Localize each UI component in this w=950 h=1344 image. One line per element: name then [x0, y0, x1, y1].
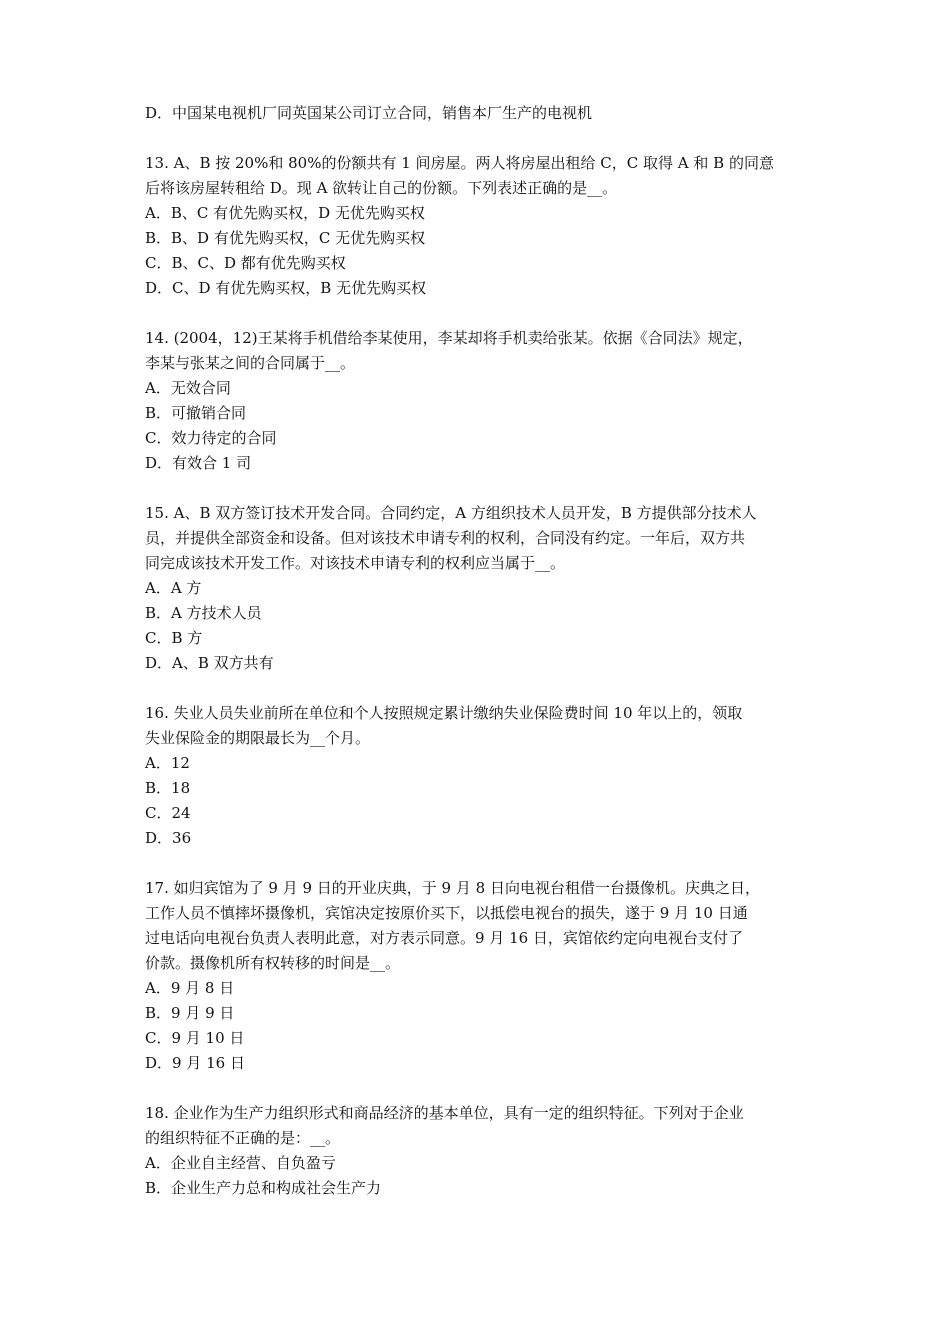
question-16-option-a: A．12 [145, 754, 190, 772]
document-page [145, 101, 825, 1201]
question-14-option-d: D．有效合 1 司 [145, 454, 252, 472]
question-13-option-b: B．B、D 有优先购买权，C 无优先购买权 [145, 229, 426, 247]
question-15-stem-line-1: 15. A、B 双方签订技术开发合同。合同约定，A 方组织技术人员开发，B 方提供部分技术人 [145, 504, 757, 522]
question-14-option-c: C．效力待定的合同 [145, 429, 277, 447]
question-16-option-c: C．24 [145, 804, 191, 822]
question-15-option-c: C．B 方 [145, 629, 203, 647]
question-14-option-b: B．可撤销合同 [145, 404, 247, 422]
question-18-stem-line-1: 18. 企业作为生产力组织形式和商品经济的基本单位，具有一定的组织特征。下列对于企业 [145, 1104, 744, 1122]
question-16-option-b: B．18 [145, 779, 191, 797]
question-18-stem-line-2: 的组织特征不正确的是：__。 [145, 1129, 341, 1147]
question-17-stem-line-2: 工作人员不慎摔坏摄像机，宾馆决定按原价买下，以抵偿电视台的损失，遂于 9 月 10 日通 [145, 904, 748, 922]
question-14-option-a: A．无效合同 [145, 379, 231, 397]
question-17-stem-line-3: 过电话向电视台负责人表明此意，对方表示同意。9 月 16 日，宾馆依约定向电视台支付了 [145, 929, 743, 947]
question-17-option-d: D．9 月 16 日 [145, 1054, 245, 1072]
option-d: D．中国某电视机厂同英国某公司订立合同，销售本厂生产的电视机 [145, 104, 593, 122]
question-15 [145, 501, 825, 676]
question-16-option-d: D．36 [145, 829, 192, 847]
question-15-option-d: D．A、B 双方共有 [145, 654, 274, 672]
question-14-stem-line-2: 李某与张某之间的合同属于__。 [145, 354, 356, 372]
question-13-option-d: D．C、D 有优先购买权，B 无优先购买权 [145, 279, 427, 297]
question-18-option-a: A．企业自主经营、自负盈亏 [145, 1154, 336, 1172]
question-17-option-c: C．9 月 10 日 [145, 1029, 245, 1047]
question-14-stem-line-1: 14. (2004，12)王某将手机借给李某使用，李某却将手机卖给张某。依据《合同法》规定， [145, 329, 753, 347]
question-16 [145, 701, 825, 851]
question-17 [145, 876, 825, 1076]
question-17-stem-line-1: 17. 如归宾馆为了 9 月 9 日的开业庆典，于 9 月 8 日向电视台租借一台摄像机。庆典之日， [145, 879, 760, 897]
question-17-stem-line-4: 价款。摄像机所有权转移的时间是__。 [145, 954, 401, 972]
question-18 [145, 1101, 825, 1201]
question-16-stem-line-2: 失业保险金的期限最长为__个月。 [145, 729, 371, 747]
question-15-option-a: A．A 方 [145, 579, 202, 597]
question-14 [145, 326, 825, 476]
question-15-stem-line-2: 员，并提供全部资金和设备。但对该技术申请专利的权利，合同没有约定。一年后，双方共 [145, 529, 746, 547]
question-13 [145, 151, 825, 301]
question-17-option-b: B．9 月 9 日 [145, 1004, 235, 1022]
question-15-option-b: B．A 方技术人员 [145, 604, 262, 622]
lead-option-block [145, 101, 825, 126]
question-16-stem-line-1: 16. 失业人员失业前所在单位和个人按照规定累计缴纳失业保险费时间 10 年以上的，领取 [145, 704, 743, 722]
question-17-option-a: A．9 月 8 日 [145, 979, 235, 997]
question-13-stem-line-1: 13. A、B 按 20%和 80%的份额共有 1 间房屋。两人将房屋出租给 C，C 取得 A 和 B 的同意 [145, 154, 774, 172]
question-13-option-a: A．B、C 有优先购买权，D 无优先购买权 [145, 204, 425, 222]
question-18-option-b: B．企业生产力总和构成社会生产力 [145, 1179, 382, 1197]
question-13-stem-line-2: 后将该房屋转租给 D。现 A 欲转让自己的份额。下列表述正确的是__。 [145, 179, 618, 197]
question-13-option-c: C．B、C、D 都有优先购买权 [145, 254, 346, 272]
question-15-stem-line-3: 同完成该技术开发工作。对该技术申请专利的权利应当属于__。 [145, 554, 566, 572]
